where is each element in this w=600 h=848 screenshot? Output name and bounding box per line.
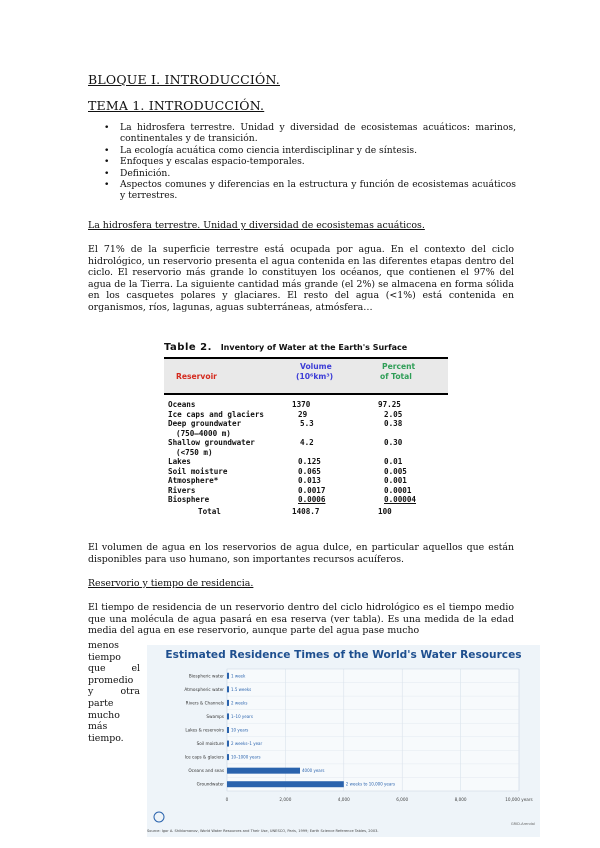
topic-item: • La ecología acuática como ciencia interdisciplinar y de síntesis.: [104, 145, 516, 156]
wrap-line: más: [88, 721, 108, 733]
wrap-line: que el: [88, 663, 140, 675]
table-row: [164, 495, 448, 505]
cell-percent: 0.00004: [384, 495, 417, 504]
bar-value-label: 1 week: [231, 673, 246, 679]
cell-volume: 29: [298, 409, 308, 419]
block-heading: BLOQUE I. INTRODUCCIÓN.: [88, 72, 280, 87]
paragraph-reservorios: El volumen de agua en los reservorios de agua dulce, en particular aquellos que están disponibles para uso humano, son importantes recursos acuíferos.: [88, 542, 514, 565]
cell-percent: 0.38: [384, 419, 403, 428]
cell-reservoir: Soil moisture: [168, 466, 228, 476]
table-row: [164, 486, 448, 496]
bar-value-label: 10–1000 years: [231, 754, 261, 760]
col-header-percent: Percent: [382, 362, 416, 371]
table-label: Table 2.: [164, 342, 212, 353]
cell-volume: 0.013: [298, 476, 321, 485]
table-header: [164, 357, 448, 395]
wrap-line: menos: [88, 640, 119, 651]
bar-value-label: 1.5 weeks: [231, 686, 252, 692]
category-label: Atmospheric water: [184, 686, 224, 692]
x-tick-label: 8,000: [454, 797, 467, 802]
cell-percent: 0.0001: [384, 485, 412, 495]
cell-reservoir: Shallow groundwater: [168, 438, 255, 447]
bar: [227, 700, 229, 706]
table-row: [164, 467, 448, 477]
category-label: Lakes & reservoirs: [185, 727, 224, 733]
topic-item: • Enfoques y escalas espacio-temporales.: [104, 156, 516, 167]
category-label: Rivers & Channels: [185, 700, 224, 706]
table-row: [164, 457, 448, 467]
col-header-volume: Volume: [300, 362, 332, 371]
wrap-line: tiempo: [88, 651, 121, 663]
topic-item: • La hidrosfera terrestre. Unidad y diversidad de ecosistemas acuáticos: marinos, continentales y de transición.: [104, 122, 516, 145]
topic-list: [104, 122, 516, 202]
cell-reservoir-detail: (<750 m): [176, 447, 213, 457]
bar-value-label: 2 weeks to 10,000 years: [345, 781, 396, 787]
wrap-line: y otra: [88, 686, 140, 698]
cell-reservoir: Deep groundwater: [168, 419, 242, 428]
wrap-line: mucho: [88, 709, 120, 721]
category-label: Swamps: [206, 713, 224, 719]
cell-reservoir: Rivers: [168, 485, 196, 495]
unep-logo-icon: [154, 812, 164, 822]
cell-total-percent: 100: [378, 506, 392, 516]
wrapped-text-column: [88, 640, 140, 744]
bar: [227, 686, 229, 692]
cell-percent: 97.25: [378, 400, 401, 409]
cell-volume: 4.2: [300, 438, 314, 447]
table-row: [164, 410, 448, 420]
chart-credit: GRID-Arendal: [510, 822, 535, 826]
cell-volume: 0.065: [298, 466, 321, 476]
category-label: Oceans and seas: [188, 768, 224, 774]
chart-plot: [147, 645, 540, 837]
cell-percent: 0.01: [384, 457, 403, 466]
category-label: Ice caps & glaciers: [184, 754, 224, 760]
paragraph-residencia: El tiempo de residencia de un reservorio dentro del ciclo hidrológico es el tiempo medio que una molécula de agua pasará en esa reserva (ver tabla). Es una medida de la edad media del agua en ese reservorio, aunque parte del agua pase mucho: [88, 602, 514, 637]
cell-percent: 2.05: [384, 409, 403, 419]
x-tick-label: 2,000: [279, 797, 292, 802]
x-tick-label: 10,000 years: [505, 797, 533, 802]
cell-volume: 0.125: [298, 457, 321, 466]
bar: [227, 741, 229, 747]
chart-title: Estimated Residence Times of the World's Water Resources: [165, 649, 522, 661]
table-title: Inventory of Water at the Earth's Surface: [220, 343, 408, 352]
cell-volume: 5.3: [300, 419, 314, 428]
table-row-continuation: [164, 448, 448, 458]
wrap-line: parte: [88, 697, 114, 709]
x-tick-label: 6,000: [396, 797, 409, 802]
category-label: Biospheric water: [188, 673, 224, 679]
col-header-reservoir: Reservoir: [176, 372, 217, 381]
residence-time-chart: [147, 645, 540, 837]
cell-reservoir: Atmosphere*: [168, 476, 219, 485]
wrap-line: promedio: [88, 674, 134, 686]
cell-reservoir: Ice caps and glaciers: [168, 409, 265, 419]
x-tick-label: 0: [225, 797, 229, 802]
table-caption: [164, 342, 448, 353]
cell-reservoir-detail: (750–4000 m): [176, 428, 231, 438]
topic-heading: TEMA 1. INTRODUCCIÓN.: [88, 98, 265, 113]
bar-value-label: 10 years: [231, 727, 249, 733]
table-body: [164, 400, 448, 519]
bar-value-label: 4000 years: [302, 768, 325, 774]
cell-reservoir: Oceans: [168, 400, 196, 409]
bar: [227, 754, 229, 760]
cell-volume: 0.0006: [298, 495, 326, 504]
topic-item: • Definición.: [104, 168, 516, 179]
bar-value-label: 2 weeks: [231, 700, 248, 706]
cell-total-volume: 1408.7: [292, 506, 320, 516]
bar-value-label: 1–10 years: [231, 713, 253, 719]
cell-percent: 0.005: [384, 466, 407, 476]
bar: [227, 727, 229, 733]
section-title-hidrosfera: La hidrosfera terrestre. Unidad y diversidad de ecosistemas acuáticos.: [88, 220, 425, 231]
bar: [227, 768, 300, 774]
cell-volume: 1370: [292, 400, 311, 409]
water-inventory-table: [164, 342, 448, 519]
cell-volume: 0.0017: [298, 485, 326, 495]
cell-reservoir: Biosphere: [168, 495, 210, 504]
category-label: Groundwater: [196, 781, 224, 787]
table-total-row: [164, 507, 448, 519]
x-tick-label: 4,000: [337, 797, 350, 802]
cell-total-label: Total: [198, 506, 221, 516]
bar: [227, 781, 344, 787]
cell-percent: 0.30: [384, 438, 403, 447]
paragraph-hidrosfera: El 71% de la superficie terrestre está ocupada por agua. En el contexto del ciclo hidrológico, un reservorio presenta el agua contenida en las diferentes etapas dentro del ciclo. El reservorio más grande lo constituyen los océanos, que contienen el 97% del agua de la Tierra. La siguiente cantidad más grande (el 2%) se almacena en forma sólida en los casquetes polares y glaciares. El resto del agua (<1%) está contenida en organismos, ríos, lagunas, aguas subterráneas, atmósfera…: [88, 244, 514, 313]
category-label: Soil moisture: [196, 741, 224, 747]
table-row-continuation: [164, 429, 448, 439]
table-row: [164, 400, 448, 410]
bar: [227, 713, 229, 719]
cell-reservoir: Lakes: [168, 457, 191, 466]
wrap-line: tiempo.: [88, 732, 124, 744]
table-row: [164, 438, 448, 448]
bar-value-label: 2 weeks–1 year: [231, 741, 263, 747]
col-header-percent-sub: of Total: [380, 372, 412, 381]
chart-source: Source: Igor A. Shiklomanov, World Water Resources and Their Use, UNESCO, Paris, 1999; Earth Science Reference Tables, 2003.: [147, 829, 379, 833]
section-title-residencia: Reservorio y tiempo de residencia.: [88, 578, 254, 589]
topic-item: • Aspectos comunes y diferencias en la estructura y función de ecosistemas acuáticos y terrestres.: [104, 179, 516, 202]
cell-percent: 0.001: [384, 476, 407, 485]
bar: [227, 673, 229, 679]
table-row: [164, 476, 448, 486]
col-header-volume-unit: (10⁶km³): [296, 372, 334, 381]
table-row: [164, 419, 448, 429]
